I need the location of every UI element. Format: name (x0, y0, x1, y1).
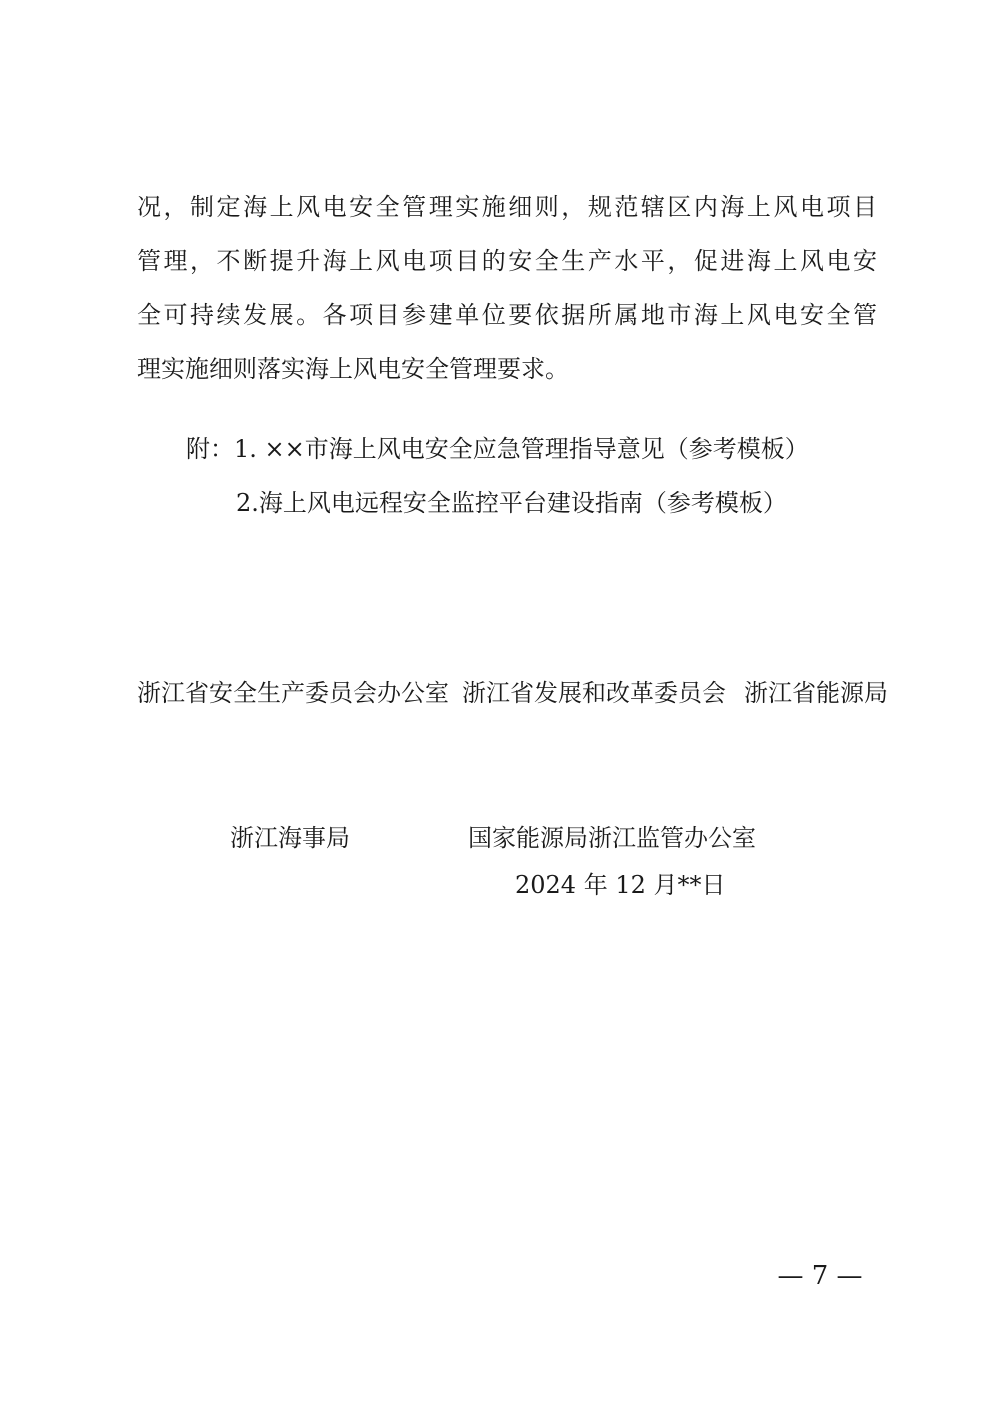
body-line: 管理，不断提升海上风电项目的安全生产水平，促进海上风电安 (137, 247, 877, 275)
attachment-list (186, 422, 886, 530)
attachment-item-2: 2.海上风电远程安全监控平台建设指南（参考模板） (236, 489, 787, 517)
page-number: — 7 — (777, 1261, 863, 1291)
signing-agency: 国家能源局浙江监管办公室 (468, 824, 756, 852)
signing-agency: 浙江省发展和改革委员会 (462, 679, 726, 707)
body-line: 全可持续发展。各项目参建单位要依据所属地市海上风电安全管 (137, 301, 877, 329)
body-line: 理实施细则落实海上风电安全管理要求。 (137, 355, 569, 383)
body-line: 况，制定海上风电安全管理实施细则，规范辖区内海上风电项目 (137, 193, 877, 221)
signing-agency: 浙江省能源局 (744, 679, 888, 707)
attachment-item-1: 附：1. ××市海上风电安全应急管理指导意见（参考模板） (186, 435, 809, 463)
signing-agency: 浙江省安全生产委员会办公室 (137, 679, 449, 707)
signing-agency: 浙江海事局 (230, 824, 350, 852)
body-paragraph (137, 180, 877, 396)
issue-date: 2024 年 12 月**日 (515, 871, 726, 899)
